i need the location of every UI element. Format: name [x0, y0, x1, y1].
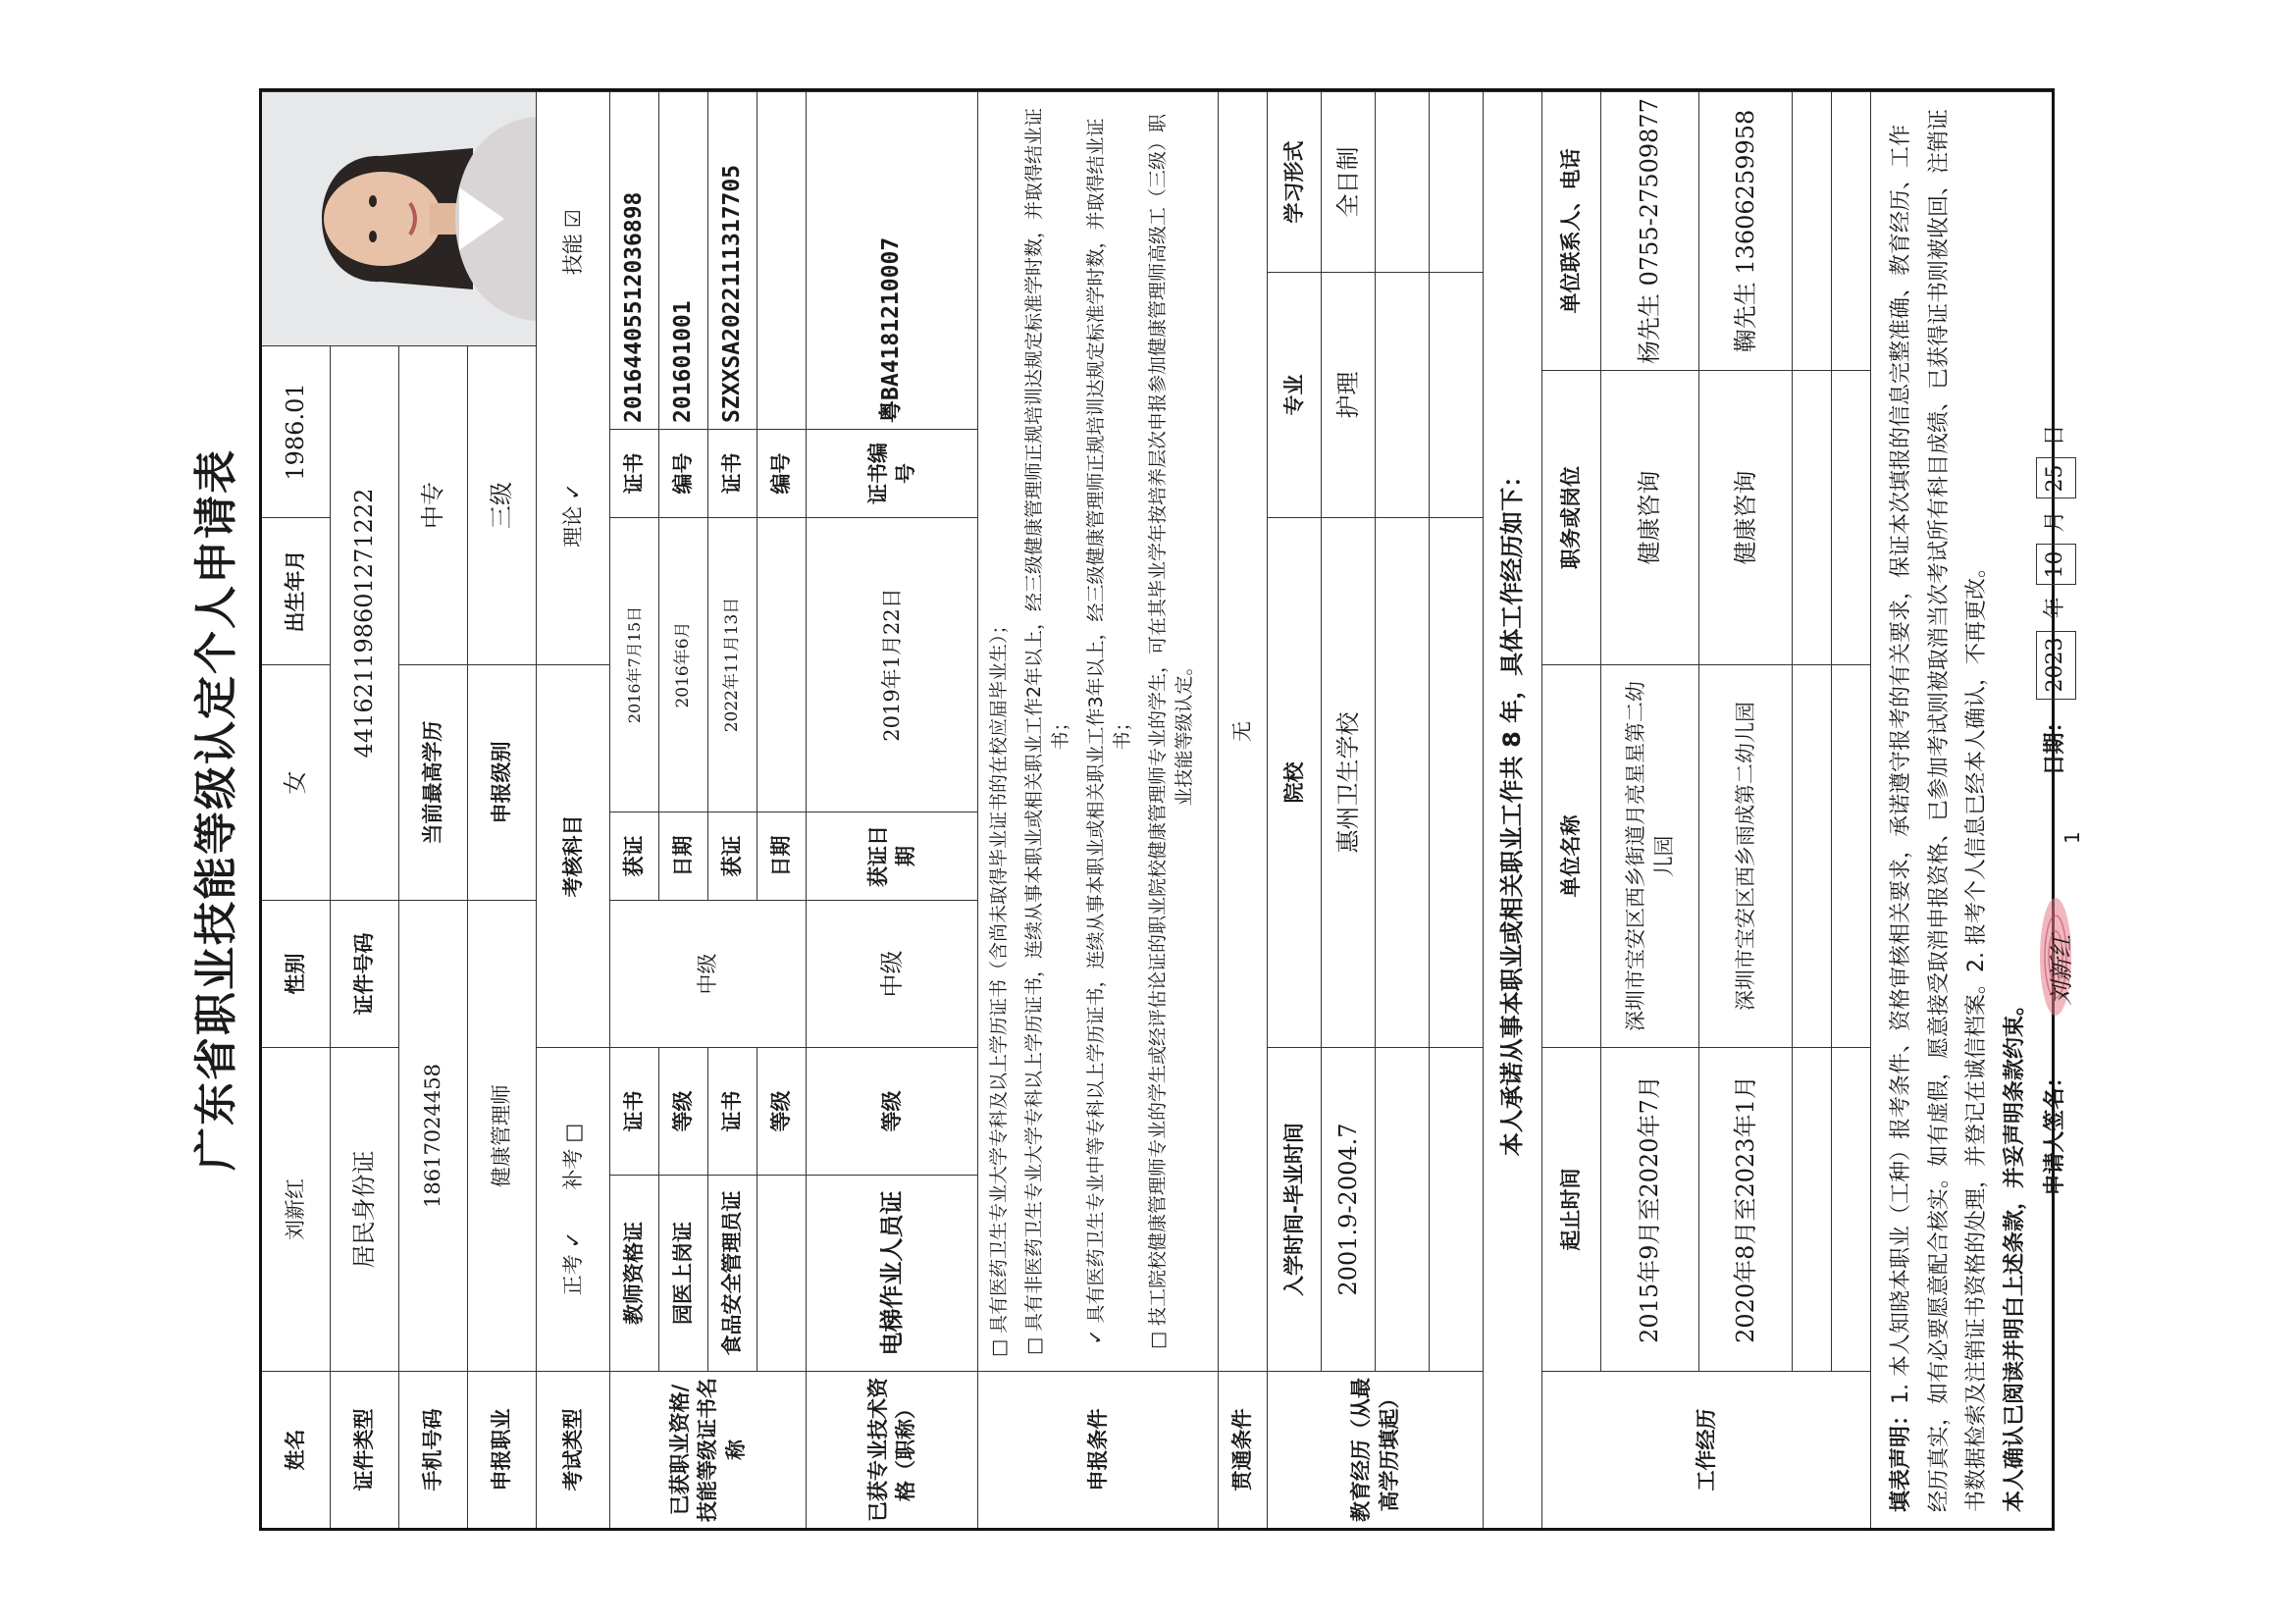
cert-date-1: 2016年7月15日 [610, 517, 659, 812]
exam-subject-label: 考核科目 [537, 664, 610, 1047]
cert-no-3: SZXXSA2022111317705 [708, 91, 757, 429]
condition-text-4: 技工院校健康管理师专业的学生或经评估论证的职业院校健康管理师专业的学生，可在其毕业学年按培养层次申报参加健康管理师高级工（三级）职业技能等级认定。 [1146, 114, 1196, 1327]
cert-date-2: 2016年6月 [659, 517, 708, 812]
title-cert-name: 电梯作业人员证 [807, 1175, 978, 1371]
phone-value: 18617024458 [399, 900, 468, 1371]
declaration-text: 1. 本人知晓本职业（工种）报考条件、资格审核相关要求，承诺遵守报考的有关要求，保证本次填报的信息完整准确、教育经历、工作经历真实，如有必要愿意配合核实。如有虚假，愿意接受取消申报资格、已参加考试则被取消当次考试所有科目成绩、已获得证书则被收回、注销证书数据检索及注销证书资格的处理，并登记在诚信档案。2. 报考个人信息已经本人确认，不再更改。 [1889, 108, 1989, 1512]
conditions-list [978, 91, 1219, 1371]
exam-type-options [537, 1047, 610, 1371]
id-number-label: 证件号码 [331, 900, 399, 1047]
declaration-paragraph [1883, 108, 1997, 1512]
id-type-label: 证件类型 [331, 1371, 399, 1528]
edu-period-2 [1376, 1047, 1430, 1371]
subject-skill-checkbox[interactable]: ☑ [560, 209, 585, 229]
cert-level-value: 中级 [610, 900, 807, 1047]
title-date-value: 2019年1月22日 [807, 517, 978, 812]
cert-date-label-3: 获证 [708, 812, 757, 900]
occupation-label: 申报职业 [468, 1371, 537, 1528]
condition-checkbox-1[interactable]: □ [988, 1339, 1010, 1357]
condition-item-3 [1083, 106, 1137, 1357]
applicant-photo [262, 91, 537, 345]
cert-date-3: 2022年11月13日 [708, 517, 757, 812]
edu-mode-header: 学习形式 [1268, 91, 1322, 272]
phone-label: 手机号码 [399, 1371, 468, 1528]
signature-area [2039, 859, 2076, 1055]
work-commitment: 本人承诺从事本职业或相关职业工作共 8 年，具体工作经历如下： [1484, 91, 1542, 1528]
date-day: 25 [2036, 457, 2076, 498]
cert-no-label-3: 证书 [708, 429, 757, 517]
edu-period-header: 入学时间-毕业时间 [1268, 1047, 1322, 1371]
edu-period-3 [1430, 1047, 1484, 1371]
signature-label: 申请人签名： [2043, 1066, 2067, 1196]
edu-major-2 [1376, 272, 1430, 517]
name-label: 姓名 [262, 1371, 331, 1528]
gender-value: 女 [262, 664, 331, 900]
date-month: 10 [2036, 545, 2076, 586]
form-table [259, 88, 2076, 1531]
declaration-confirm: 本人确认已阅读并明白上述条款，并妥声明条款约束。 [2002, 993, 2027, 1512]
edu-school-2 [1376, 517, 1430, 1047]
work-period-4 [1832, 1047, 1871, 1371]
work-employer-2: 深圳市宝安区西乡雨成第二幼儿园 [1699, 664, 1793, 1047]
work-period-2: 2020年8月至2023年1月 [1699, 1047, 1793, 1371]
date-year-unit: 年 [2043, 597, 2067, 619]
id-number-value: 441621198601271222 [331, 345, 399, 900]
direct-value: 无 [1219, 91, 1268, 1371]
cert-name-1: 教师资格证 [610, 1175, 659, 1371]
work-contact-header: 单位联系人、电话 [1542, 91, 1601, 370]
edu-school-header: 院校 [1268, 517, 1322, 1047]
apply-level-label: 申报级别 [468, 664, 537, 900]
exam-type-label: 考试类型 [537, 1371, 610, 1528]
birth-value: 1986.01 [262, 345, 331, 517]
work-contact-4 [1832, 91, 1871, 370]
edu-school-3 [1430, 517, 1484, 1047]
exam-regular-checkbox[interactable]: ✓ [560, 1230, 585, 1249]
condition-checkbox-2[interactable]: □ [1022, 1337, 1045, 1356]
cert-name-3: 食品安全管理员证 [708, 1175, 757, 1371]
title-level-label: 等级 [807, 1047, 978, 1175]
edu-period-1: 2001.9-2004.7 [1322, 1047, 1376, 1371]
cert-label-1: 证书 [610, 1047, 659, 1175]
cert-date-label-4: 日期 [757, 812, 807, 900]
work-position-header: 职务或岗位 [1542, 370, 1601, 664]
condition-text-1: 具有医药卫生专业大学专科及以上学历证书（含尚未取得毕业证书的在校应届毕业生）； [988, 615, 1010, 1334]
apply-level-value: 三级 [468, 345, 537, 664]
work-period-header: 起止时间 [1542, 1047, 1601, 1371]
condition-item-2 [1021, 106, 1075, 1357]
condition-item-4 [1145, 106, 1199, 1357]
work-employer-3 [1793, 664, 1832, 1047]
edu-mode-1: 全日制 [1322, 91, 1376, 272]
title-level-value: 中级 [807, 900, 978, 1047]
cert-label-2: 等级 [659, 1047, 708, 1175]
application-form-sheet [167, 88, 2110, 1531]
edu-major-1: 护理 [1322, 272, 1376, 517]
birth-label: 出生年月 [262, 517, 331, 664]
signature-row [2036, 108, 2076, 1512]
condition-text-2: 具有非医药卫生专业大学专科以上学历证书，连续从事本职业或相关职业工作2年以上，经三级健康管理师正规培训达规定标准学时数，并取得结业证书； [1022, 107, 1072, 1333]
education-label: 当前最高学历 [399, 664, 468, 900]
subject-theory-checkbox[interactable]: ✓ [560, 483, 585, 500]
cert-no-1: 20164405512036898 [610, 91, 659, 429]
direct-label: 贯通条件 [1219, 1371, 1268, 1528]
portrait-icon [263, 93, 536, 344]
condition-item-1 [986, 615, 1014, 1357]
exam-retake-label: 补考 [560, 1148, 585, 1190]
work-contact-2: 鞠先生 13606259958 [1699, 91, 1793, 370]
exam-regular-label: 正考 [560, 1254, 585, 1296]
signature-text: 刘新红 [2048, 934, 2076, 1006]
declaration-block [1871, 91, 2076, 1528]
subject-theory-label: 理论 [560, 505, 585, 548]
work-employer-1: 深圳市宝安区西乡街道月亮星星第二幼儿园 [1601, 664, 1699, 1047]
edu-major-header: 专业 [1268, 272, 1322, 517]
subject-skill-label: 技能 [560, 234, 585, 276]
title-no-label: 证书编号 [807, 429, 978, 517]
work-position-4 [1832, 370, 1871, 664]
edu-major-3 [1430, 272, 1484, 517]
work-employer-header: 单位名称 [1542, 664, 1601, 1047]
date-day-unit: 日 [2043, 424, 2067, 446]
id-type-value: 居民身份证 [331, 1047, 399, 1371]
work-period-1: 2015年9月至2020年7月 [1601, 1047, 1699, 1371]
work-position-3 [1793, 370, 1832, 664]
title-date-label: 获证日期 [807, 812, 978, 900]
cert-no-label-1: 证书 [610, 429, 659, 517]
cert-date-label-2: 日期 [659, 812, 708, 900]
date-month-unit: 月 [2043, 510, 2067, 533]
page-number: 1 [2061, 831, 2084, 844]
cert-label-4: 等级 [757, 1047, 807, 1175]
edu-school-1: 惠州卫生学校 [1322, 517, 1376, 1047]
name-value: 刘新红 [262, 1047, 331, 1371]
condition-checkbox-4[interactable]: □ [1146, 1332, 1169, 1350]
condition-text-3: 具有医药卫生专业中等专科以上学历证书，连续从事本职业或相关职业工作3年以上，经三级健康管理师正规培训达规定标准学时数，并取得结业证书； [1084, 118, 1134, 1324]
edu-history-label: 教育经历（从最高学历填起） [1268, 1371, 1484, 1528]
cert-no-label-2: 编号 [659, 429, 708, 517]
work-contact-1: 杨先生 0755-27509877 [1601, 91, 1699, 370]
exam-subject-options [537, 91, 610, 664]
conditions-label: 申报条件 [978, 1371, 1219, 1528]
declaration-label: 填表声明： [1889, 1403, 1913, 1512]
held-title-label: 已获专业技术资格（职称） [807, 1371, 978, 1528]
cert-date-4 [757, 517, 807, 812]
work-position-2: 健康咨询 [1699, 370, 1793, 664]
cert-name-2: 园医上岗证 [659, 1175, 708, 1371]
education-value: 中专 [399, 345, 468, 664]
work-history-label: 工作经历 [1542, 1371, 1871, 1528]
work-position-1: 健康咨询 [1601, 370, 1699, 664]
exam-retake-checkbox[interactable]: □ [560, 1123, 585, 1143]
work-employer-4 [1832, 664, 1871, 1047]
cert-date-label-1: 获证 [610, 812, 659, 900]
cert-no-label-4: 编号 [757, 429, 807, 517]
gender-label: 性别 [262, 900, 331, 1047]
work-period-3 [1793, 1047, 1832, 1371]
edu-mode-2 [1376, 91, 1430, 272]
form-title: 广东省职业技能等级认定个人申请表 [191, 448, 241, 1171]
cert-no-2: 201601001 [659, 91, 708, 429]
condition-checkbox-3[interactable]: ✓ [1084, 1329, 1107, 1345]
occupation-value: 健康管理师 [468, 900, 537, 1371]
date-label: 日期： [2043, 710, 2067, 776]
held-cert-label: 已获职业资格/技能等级证书名称 [610, 1371, 807, 1528]
edu-mode-3 [1430, 91, 1484, 272]
work-contact-3 [1793, 91, 1832, 370]
cert-no-4 [757, 91, 807, 429]
cert-label-3: 证书 [708, 1047, 757, 1175]
title-no-value: 粤BA4181210007 [807, 91, 978, 429]
cert-name-4 [757, 1175, 807, 1371]
date-year: 2023 [2036, 631, 2076, 700]
